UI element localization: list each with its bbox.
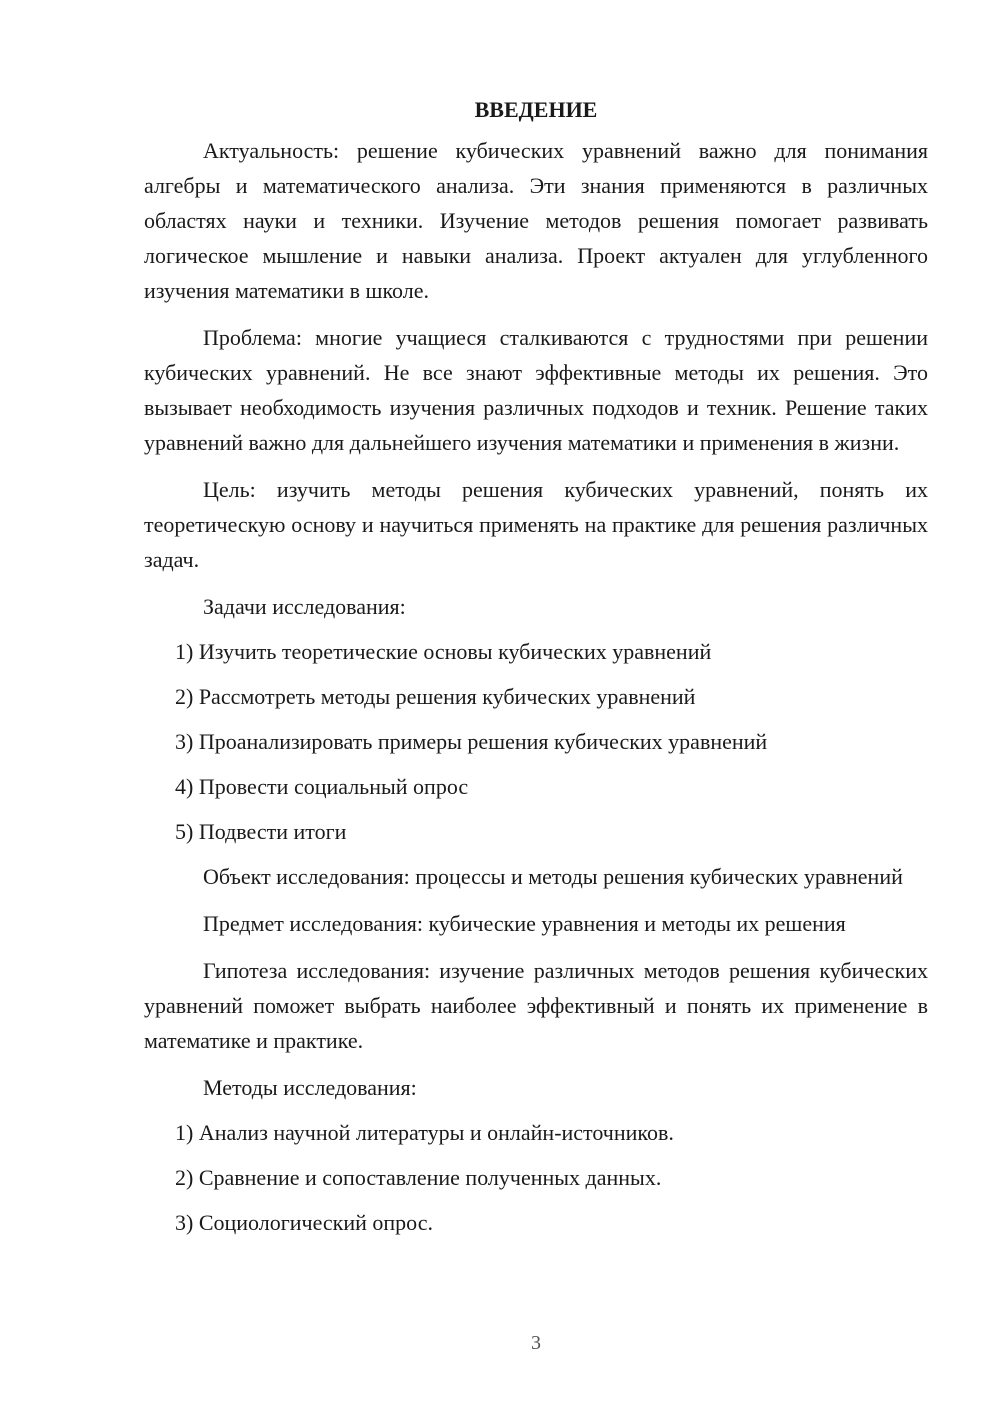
page-content	[144, 92, 928, 1250]
page-number: 3	[531, 1332, 541, 1354]
subject-paragraph: Предмет исследования: кубические уравнения и методы их решения	[203, 911, 846, 936]
tasks-list	[144, 634, 928, 849]
methods-list	[144, 1115, 928, 1240]
relevance-paragraph: Актуальность: решение кубических уравнений важно для понимания алгебры и математического анализа. Эти знания применяются в различных областях науки и техники. Изучение методов решения помогает развивать логическое мышление и навыки анализа. Проект актуален для углубленного изучения математики в школе.	[144, 138, 928, 303]
methods-heading: Методы исследования:	[203, 1075, 417, 1100]
task-item-5: 5) Подвести итоги	[175, 819, 347, 844]
tasks-heading: Задачи исследования:	[203, 594, 406, 619]
task-item-1: 1) Изучить теоретические основы кубических уравнений	[175, 639, 712, 664]
section-title: ВВЕДЕНИЕ	[474, 97, 598, 122]
task-item-4: 4) Провести социальный опрос	[175, 774, 469, 799]
hypothesis-paragraph: Гипотеза исследования: изучение различных методов решения кубических уравнений поможет выбрать наиболее эффективный и понять их применение в математике и практике.	[144, 958, 928, 1053]
task-item-3: 3) Проанализировать примеры решения кубических уравнений	[175, 729, 768, 754]
task-item-2: 2) Рассмотреть методы решения кубических уравнений	[175, 684, 696, 709]
object-paragraph: Объект исследования: процессы и методы решения кубических уравнений	[203, 864, 903, 889]
method-item-1: 1) Анализ научной литературы и онлайн-источников.	[175, 1120, 674, 1145]
method-item-2: 2) Сравнение и сопоставление полученных данных.	[175, 1165, 662, 1190]
method-item-3: 3) Социологический опрос.	[175, 1210, 433, 1235]
goal-paragraph: Цель: изучить методы решения кубических уравнений, понять их теоретическую основу и научиться применять на практике для решения различных задач.	[144, 477, 928, 572]
problem-paragraph: Проблема: многие учащиеся сталкиваются с трудностями при решении кубических уравнений. Не все знают эффективные методы их решения. Это вызывает необходимость изучения различных подходов и техник. Решение таких уравнений важно для дальнейшего изучения математики и применения в жизни.	[144, 325, 928, 455]
